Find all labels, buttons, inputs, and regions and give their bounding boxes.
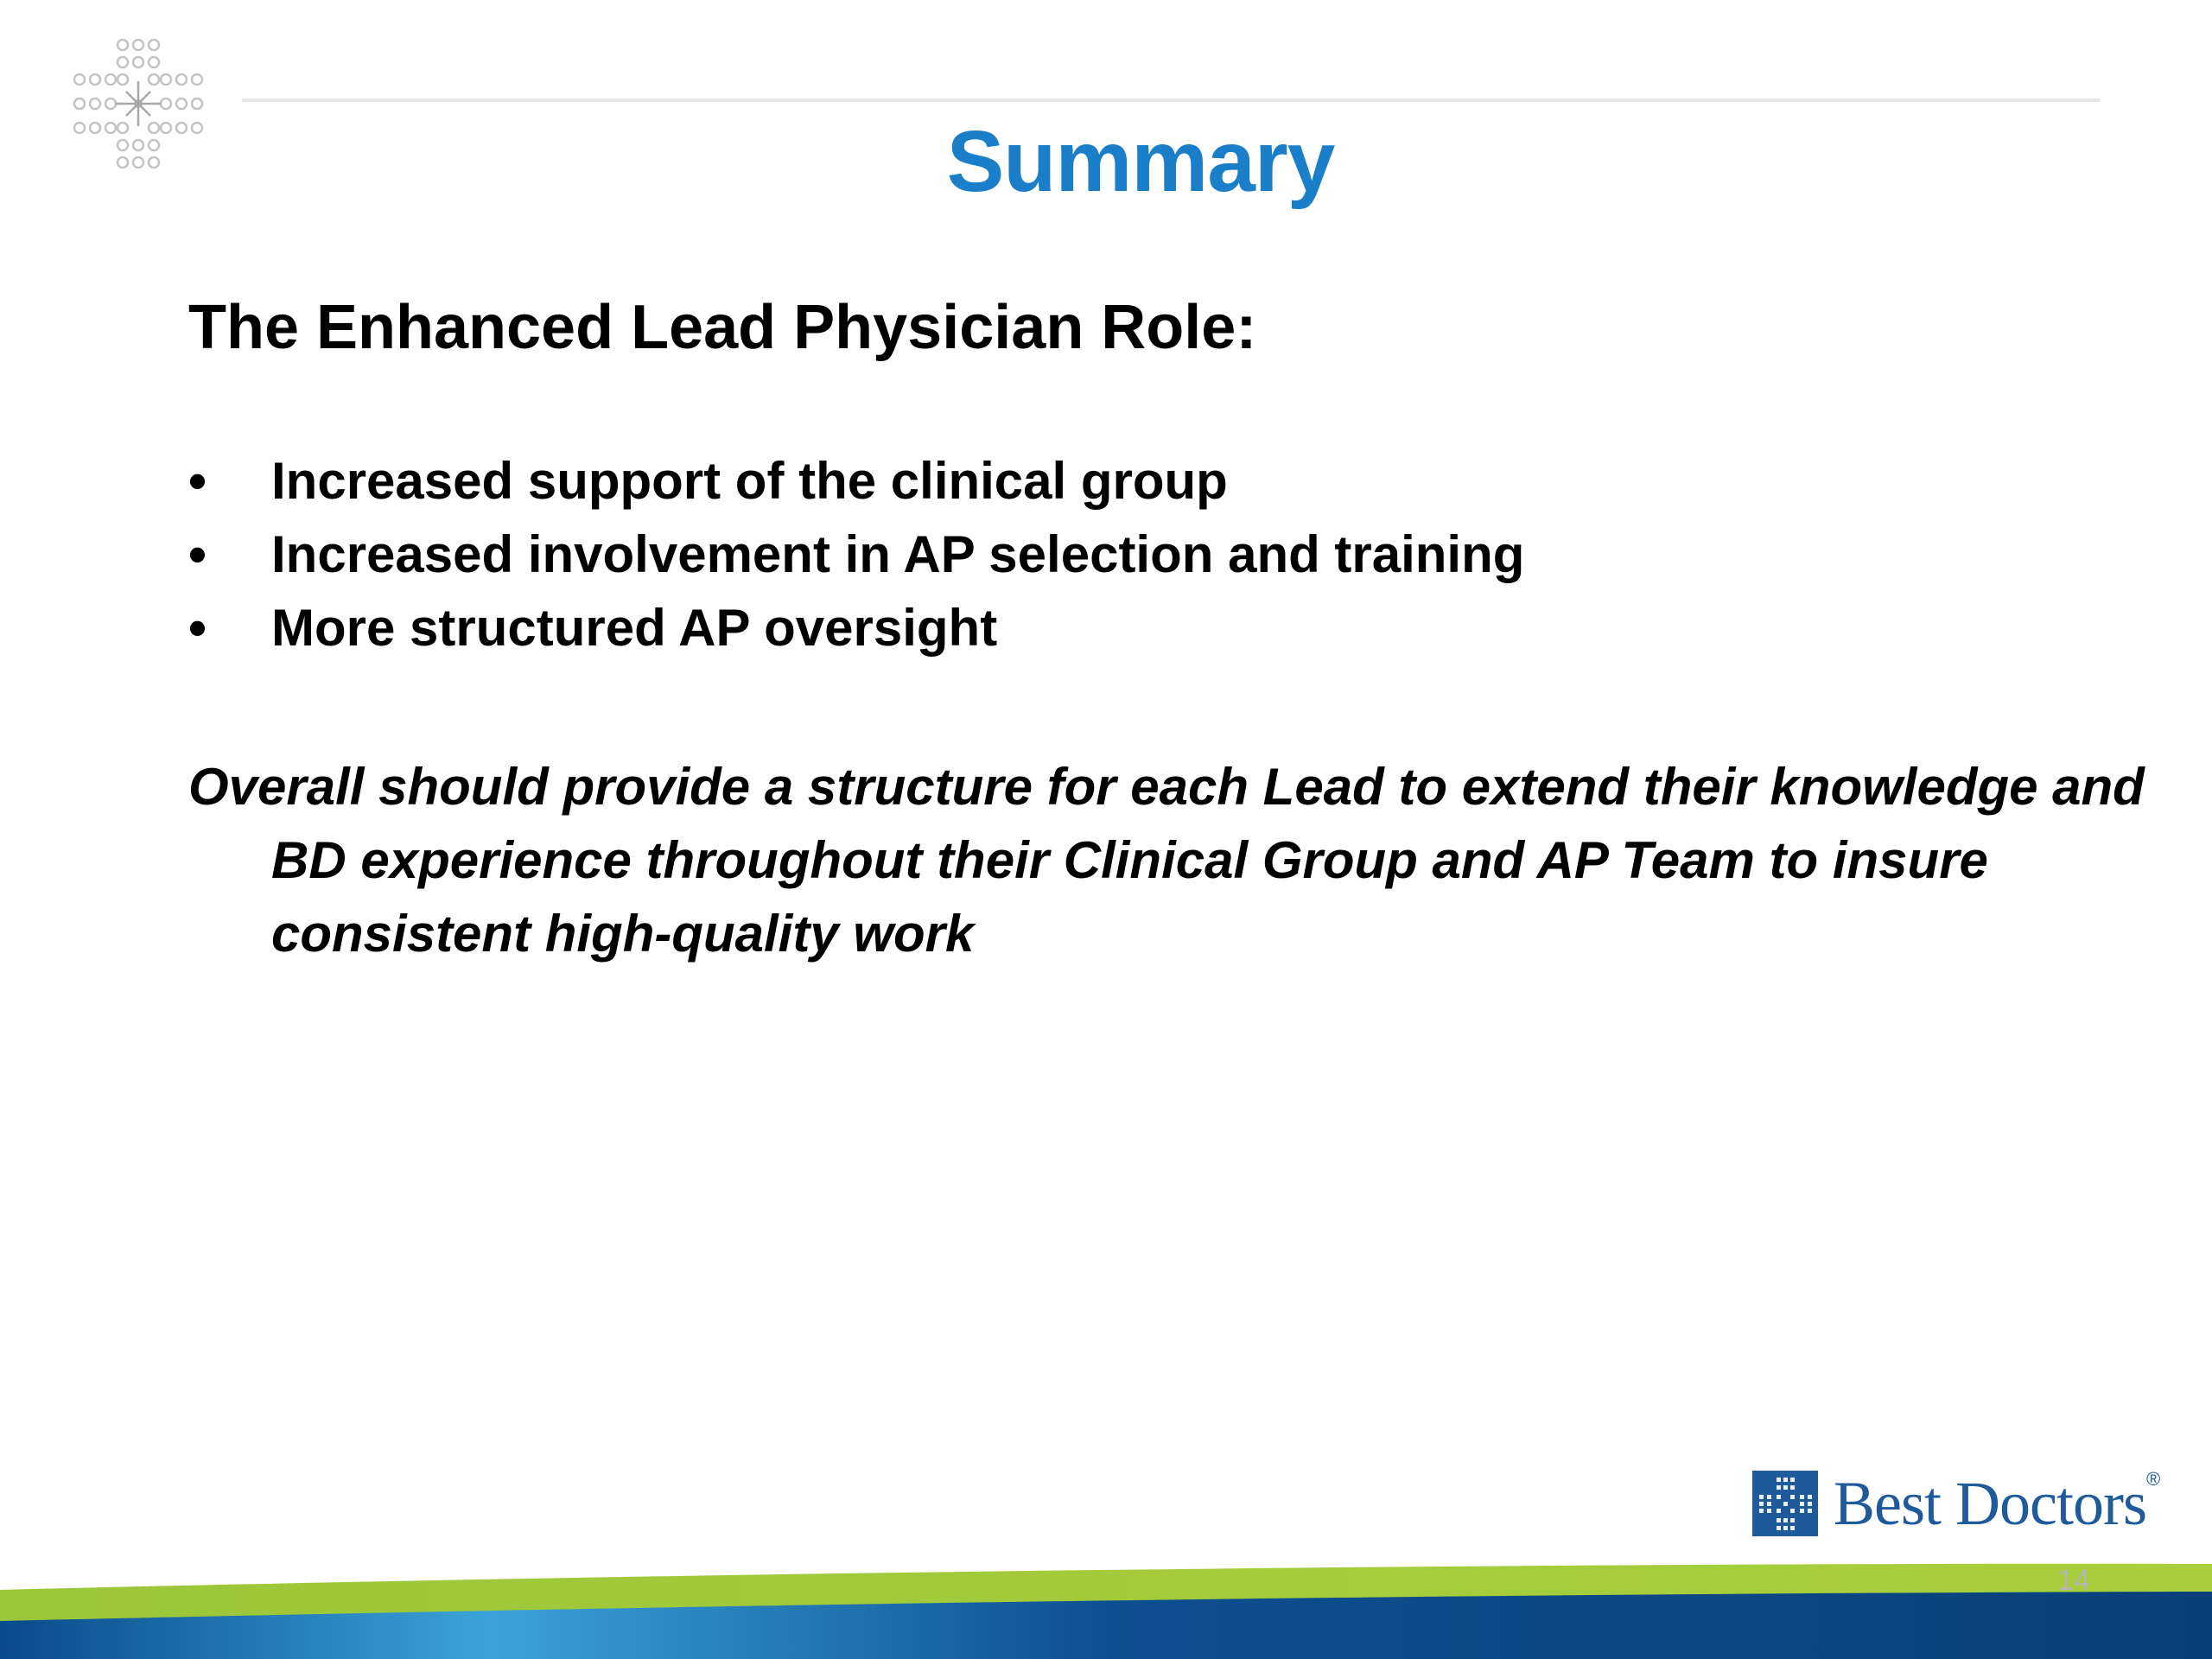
- bullet-item: [188, 598, 2089, 671]
- bullet-marker: •: [188, 599, 207, 657]
- summary-statement: Overall should provide a structure for each Lead to extend their knowledge and BD experience throughout their Clinical Group and AP Team to insure consistent high-quality work: [188, 758, 2145, 963]
- best-doctors-logo: [1752, 1469, 2159, 1538]
- bullet-marker: •: [188, 452, 207, 510]
- slide-title: Summary: [946, 113, 1335, 210]
- logo-text: Best Doctors: [1834, 1468, 2146, 1538]
- bullet-item: [188, 451, 2089, 524]
- bullet-text: More structured AP oversight: [271, 599, 998, 657]
- bullet-marker: •: [188, 525, 207, 583]
- section-heading: The Enhanced Lead Physician Role:: [188, 293, 1257, 362]
- footer-swoosh: [0, 1555, 2212, 1659]
- page-number: 14: [2057, 1564, 2090, 1597]
- bullet-item: [188, 524, 2089, 598]
- logo-wordmark: [1834, 1468, 2159, 1540]
- best-doctors-cross-icon: [1752, 1471, 1818, 1536]
- top-divider: [242, 99, 2100, 102]
- bullet-list: [188, 451, 2089, 671]
- bullet-text: Increased involvement in AP selection and training: [271, 525, 1525, 583]
- bullet-text: Increased support of the clinical group: [271, 452, 1228, 510]
- registered-mark: ®: [2145, 1467, 2160, 1490]
